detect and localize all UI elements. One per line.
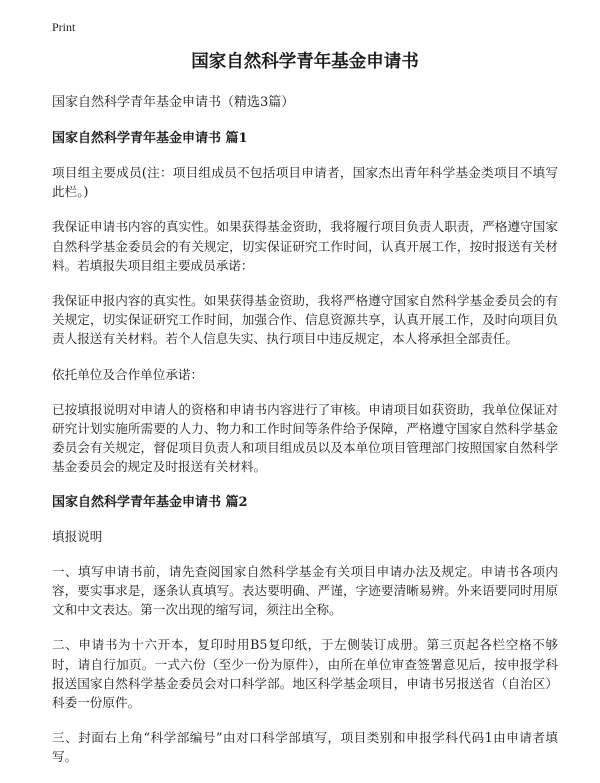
page-title: 国家自然科学青年基金申请书 xyxy=(191,52,419,72)
document-subtitle: 国家自然科学青年基金申请书（精选3篇） xyxy=(52,95,295,110)
section-1-paragraph: 我保证申请书内容的真实性。如果获得基金资助，我将履行项目负责人职责，严格遵守国家自然科学基金委员会的有关规定，切实保证研究工作时间，认真开展工作，按时报送有关材料。若填报失项目组主要成员承诺： xyxy=(52,219,558,273)
section-2-paragraph: 一、填写申请书前，请先查阅国家自然科学基金有关项目申请办法及规定。申请书各项内容，要实事求是，逐条认真填写。表达要明确、严谨，字迹要清晰易辨。外来语要同时用原文和中文表达。第一次出现的缩写词，须注出全称。 xyxy=(52,563,558,618)
section-2-heading: 国家自然科学青年基金申请书 篇2 xyxy=(52,494,248,510)
section-2-paragraph: 三、封面右上角“科学部编号”由对口科学部填写，项目类别和申报学科代码1由申请者填写。 xyxy=(52,730,558,765)
section-1-paragraph: 项目组主要成员(注：项目组成员不包括项目申请者，国家杰出青年科学基金类项目不填写此栏。) xyxy=(52,165,558,200)
print-label[interactable]: Print xyxy=(52,20,76,34)
section-1-paragraph: 依托单位及合作单位承诺： xyxy=(52,366,204,382)
section-1 xyxy=(52,129,558,477)
section-1-paragraph: 我保证申报内容的真实性。如果获得基金资助，我将严格遵守国家自然科学基金委员会的有关规定，切实保证研究工作时间，加强合作、信息资源共享，认真开展工作，及时向项目负责人报送有关材料。若个人信息失实、执行项目中违反规定，本人将承担全部责任。 xyxy=(52,293,558,347)
section-2-paragraph: 二、申请书为十六开本，复印时用B5复印纸，于左侧装订成册。第三页起各栏空格不够时，请自行加页。一式六份（至少一份为原件），由所在单位审查签署意见后，按申报学科报送国家自然科学基金委员会对口科学部。地区科学基金项目，申请书另报送省（自治区）科委一份原件。 xyxy=(52,637,558,711)
section-2-paragraph: 填报说明 xyxy=(52,528,103,544)
section-2 xyxy=(52,493,558,767)
section-1-paragraph: 已按填报说明对申请人的资格和申请书内容进行了审核。申请项目如获资助，我单位保证对研究计划实施所需要的人力、物力和工作时间等条件给予保障，严格遵守国家自然科学基金委员会有关规定，督促项目负责人和项目组成员以及本单位项目管理部门按照国家自然科学基金委员会的规定及时报送有关材料。 xyxy=(52,401,558,475)
document-body xyxy=(52,50,558,783)
section-1-heading: 国家自然科学青年基金申请书 篇1 xyxy=(52,131,248,146)
